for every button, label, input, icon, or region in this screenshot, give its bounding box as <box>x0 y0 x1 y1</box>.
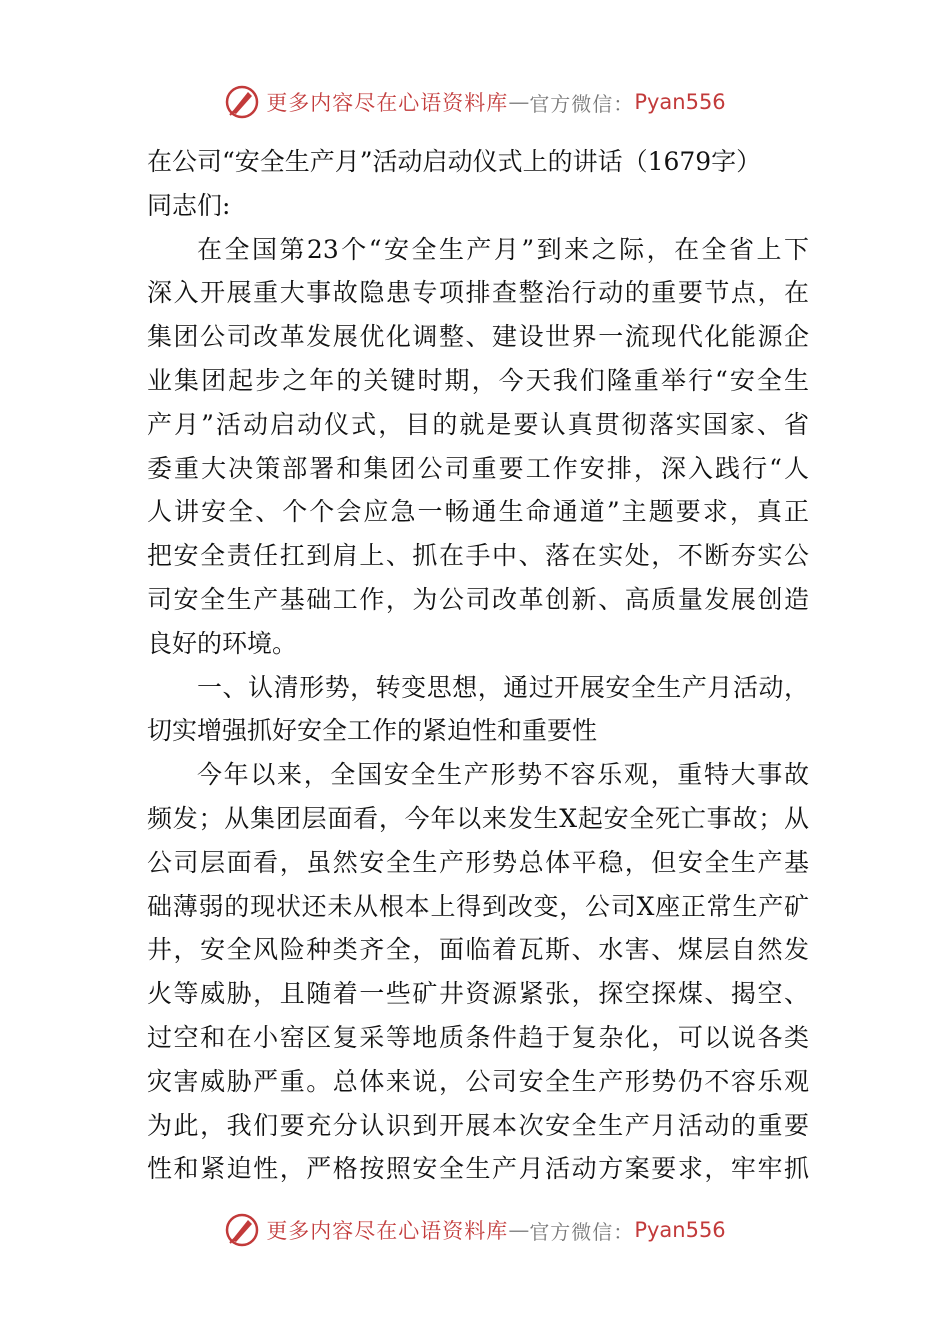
paragraph-line: 在全国第23个“安全生产月”到来之际，在全省上下 <box>197 234 809 264</box>
paragraph-line: 良好的环境。 <box>147 628 298 658</box>
paragraph-line: 人讲安全、个个会应急一畅通生命通道”主题要求，真正 <box>147 497 809 527</box>
paragraph-line: 灾害威胁严重。总体来说，公司安全生产形势仍不容乐观 <box>147 1066 809 1096</box>
paragraph-line: 司安全生产基础工作，为公司改革创新、高质量发展创造 <box>147 584 809 614</box>
paragraph-line: 产月”活动启动仪式，目的就是要认真贯彻落实国家、省 <box>147 409 809 439</box>
paragraph-line: 频发；从集团层面看，今年以来发生X起安全死亡事故；从 <box>147 803 809 833</box>
paragraph-line: 集团公司改革发展优化调整、建设世界一流现代化能源企 <box>147 322 809 352</box>
document-body <box>147 140 809 1191</box>
paragraph-line: 今年以来，全国安全生产形势不容乐观，重特大事故 <box>197 760 809 790</box>
banner-wechat-label: 官方微信： <box>529 91 635 116</box>
footer-banner <box>0 1208 950 1252</box>
paragraph-line: 委重大决策部署和集团公司重要工作安排，深入践行“人 <box>147 453 809 483</box>
banner-wechat-label: 官方微信： <box>529 1219 635 1244</box>
section-heading-1 <box>147 666 809 754</box>
document-title: 在公司“安全生产月”活动启动仪式上的讲话（1679字） <box>147 147 762 176</box>
banner-site-name: 更多内容尽在心语资料库 <box>266 1219 509 1243</box>
pen-logo-icon <box>224 1212 260 1248</box>
banner-site-name: 更多内容尽在心语资料库 <box>266 91 509 115</box>
paragraph-1 <box>147 228 809 666</box>
paragraph-line: 把安全责任扛到肩上、抓在手中、落在实处，不断夯实公 <box>147 541 809 571</box>
banner-wechat-id: Pyan556 <box>634 1218 726 1242</box>
paragraph-line: 公司层面看，虽然安全生产形势总体平稳，但安全生产基 <box>147 847 809 877</box>
banner-wechat-id: Pyan556 <box>634 90 726 114</box>
paragraph-line: 过空和在小窑区复采等地质条件趋于复杂化，可以说各类 <box>147 1022 809 1052</box>
paragraph-line: 础薄弱的现状还未从根本上得到改变，公司X座正常生产矿 <box>147 891 809 921</box>
pen-logo-icon <box>224 84 260 120</box>
paragraph-2 <box>147 753 809 1191</box>
paragraph-line: 深入开展重大事故隐患专项排查整治行动的重要节点，在 <box>147 278 809 308</box>
paragraph-line: 火等威胁，且随着一些矿井资源紧张，探空探煤、揭空、 <box>147 979 809 1009</box>
heading-line: 切实增强抓好安全工作的紧迫性和重要性 <box>147 716 598 746</box>
banner-separator: — <box>508 90 530 114</box>
paragraph-line: 业集团起步之年的关键时期，今天我们隆重举行“安全生 <box>147 365 809 395</box>
heading-line: 一、认清形势，转变思想，通过开展安全生产月活动， <box>197 672 809 702</box>
banner-separator: — <box>508 1218 530 1242</box>
paragraph-line: 性和紧迫性，严格按照安全生产月活动方案要求，牢牢抓 <box>147 1154 809 1184</box>
paragraph-line: 井，安全风险种类齐全，面临着瓦斯、水害、煤层自然发 <box>147 935 809 965</box>
paragraph-line: 为此，我们要充分认识到开展本次安全生产月活动的重要 <box>147 1110 809 1140</box>
salutation: 同志们: <box>147 190 231 220</box>
header-banner <box>0 80 950 124</box>
